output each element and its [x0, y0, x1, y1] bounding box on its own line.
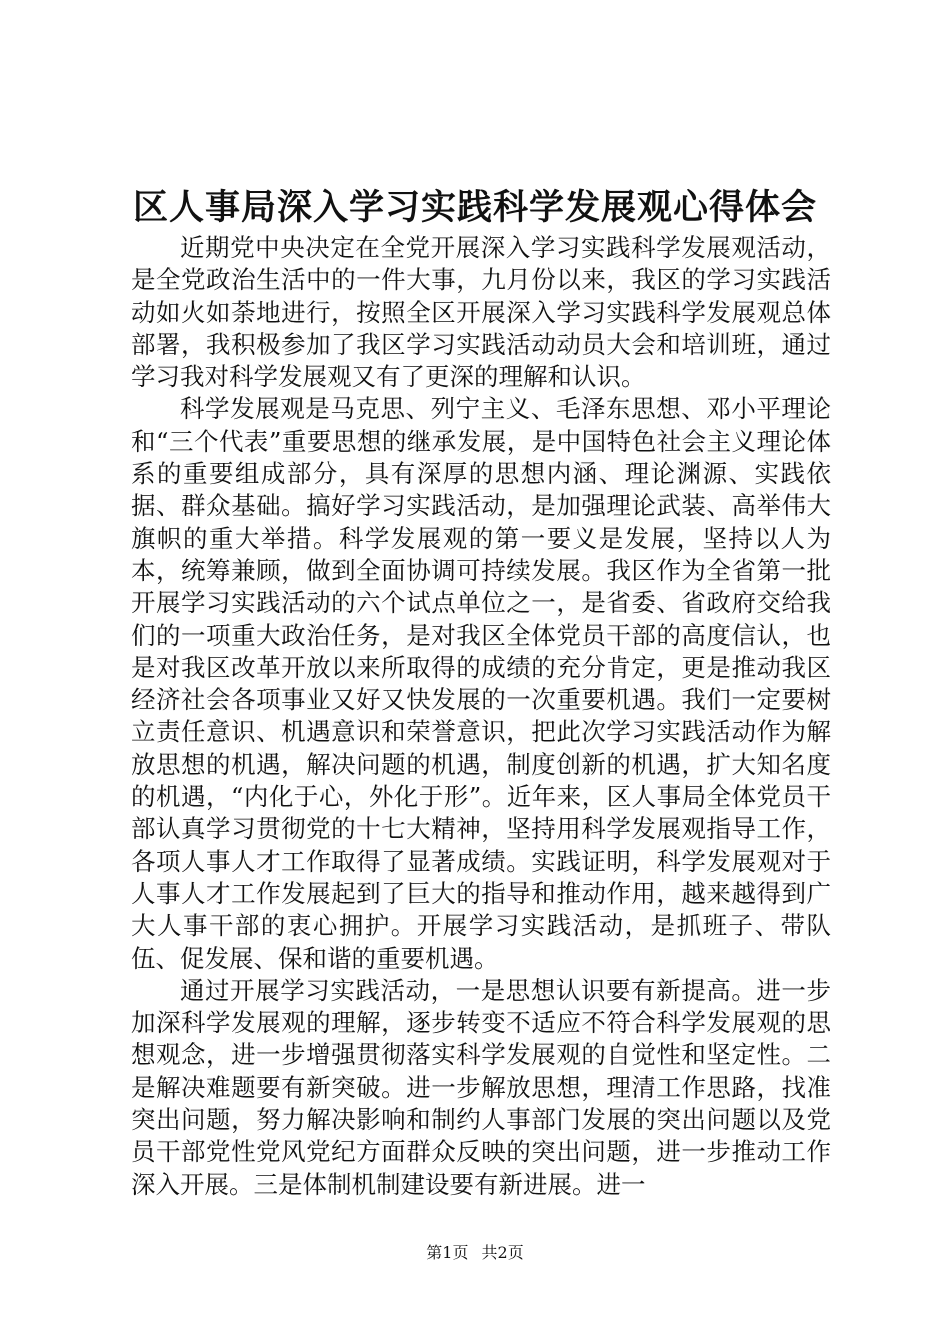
- document-body: [131, 232, 831, 1201]
- paragraph: 近期党中央决定在全党开展深入学习实践科学发展观活动，是全党政治生活中的一件大事，九月份以来，我区的学习实践活动如火如荼地进行，按照全区开展深入学习实践科学发展观总体部署，我积极参加了我区学习实践活动动员大会和培训班，通过学习我对科学发展观又有了更深的理解和认识。: [131, 233, 831, 392]
- page-total: 共2页: [481, 1243, 524, 1262]
- page-footer: [0, 1242, 950, 1264]
- paragraph: 科学发展观是马克思、列宁主义、毛泽东思想、邓小平理论和“三个代表”重要思想的继承发展，是中国特色社会主义理论体系的重要组成部分，具有深厚的思想内涵、理论渊源、实践依据、群众基础。搞好学习实践活动，是加强理论武装、高举伟大旗帜的重大举措。科学发展观的第一要义是发展，坚持以人为本，统筹兼顾，做到全面协调可持续发展。我区作为全省第一批开展学习实践活动的六个试点单位之一，是省委、省政府交给我们的一项重大政治任务，是对我区全体党员干部的高度信认，也是对我区改革开放以来所取得的成绩的充分肯定，更是推动我区经济社会各项事业又好又快发展的一次重要机遇。我们一定要树立责任意识、机遇意识和荣誉意识，把此次学习实践活动作为解放思想的机遇，解决问题的机遇，制度创新的机遇，扩大知名度的机遇，“内化于心，外化于形”。近年来，区人事局全体党员干部认真学习贯彻党的十七大精神，坚持用科学发展观指导工作，各项人事人才工作取得了显著成绩。实践证明，科学发展观对于人事人才工作发展起到了巨大的指导和推动作用，越来越得到广大人事干部的衷心拥护。开展学习实践活动，是抓班子、带队伍、促发展、保和谐的重要机遇。: [131, 394, 831, 973]
- page-number: 第1页: [426, 1243, 469, 1262]
- paragraph: 通过开展学习实践活动，一是思想认识要有新提高。进一步加深科学发展观的理解，逐步转变不适应不符合科学发展观的思想观念，进一步增强贯彻落实科学发展观的自觉性和坚定性。二是解决难题要有新突破。进一步解放思想，理清工作思路，找准突出问题，努力解决影响和制约人事部门发展的突出问题以及党员干部党性党风党纪方面群众反映的突出问题，进一步推动工作深入开展。三是体制机制建设要有新进展。进一: [131, 975, 831, 1199]
- document-title: 区人事局深入学习实践科学发展观心得体会: [132, 187, 817, 228]
